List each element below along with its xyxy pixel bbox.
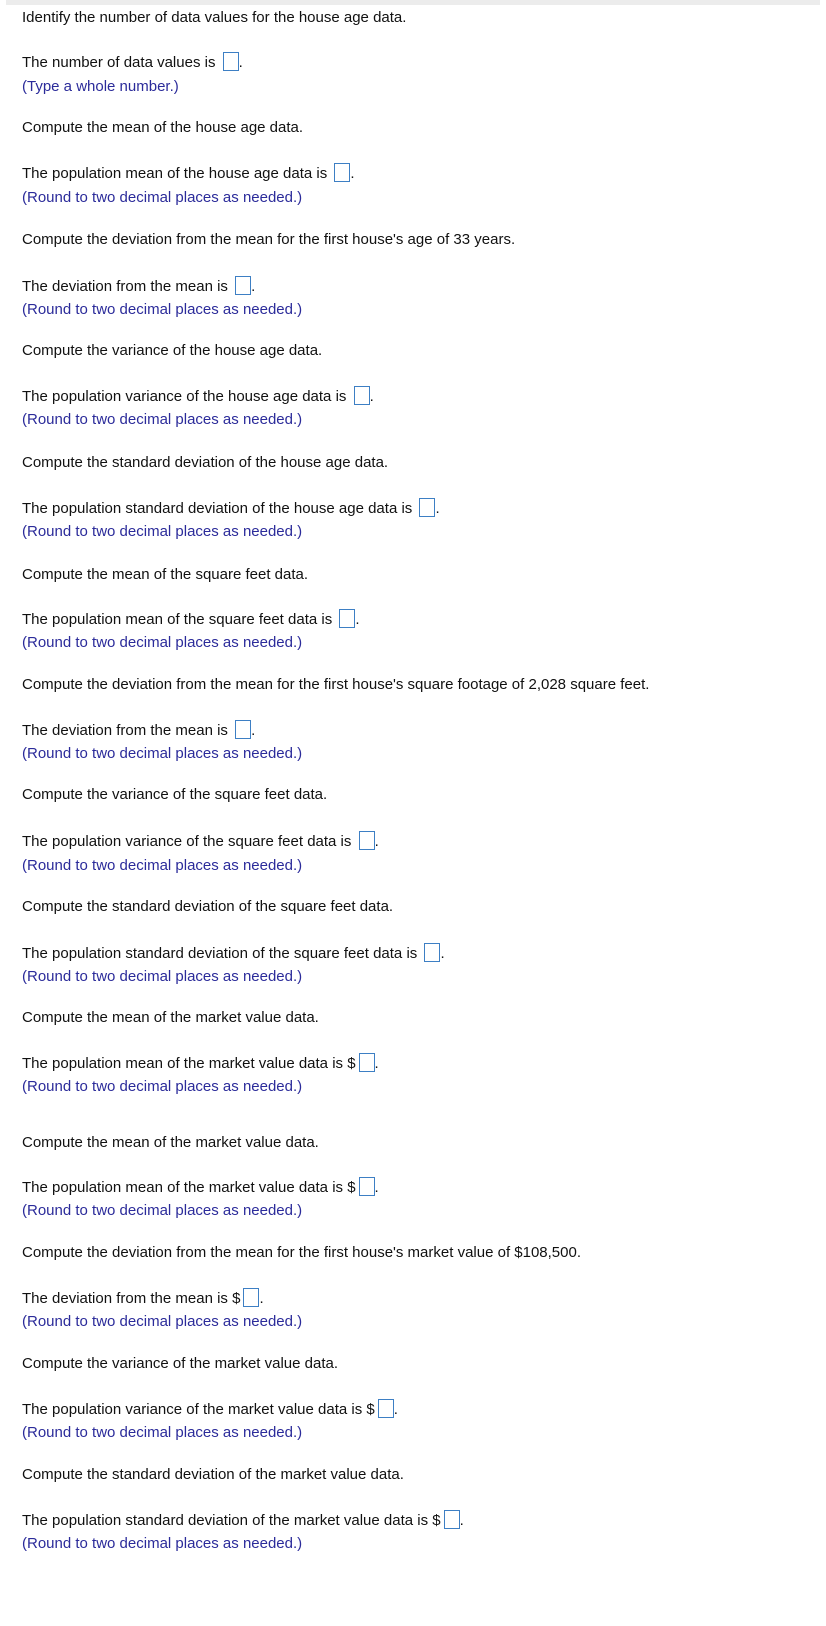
question-prompt: Compute the deviation from the mean for the first house's market value of $108,500. <box>22 1244 582 1261</box>
question-prompt: Compute the standard deviation of the square feet data. <box>22 898 394 915</box>
answer-row: The population variance of the house age data is . <box>22 388 374 405</box>
question-prompt: Compute the deviation from the mean for the first house's square footage of 2,028 square feet. <box>22 676 650 693</box>
answer-label: The population variance of the house age data is <box>22 388 347 405</box>
answer-input-box[interactable] <box>359 1177 375 1196</box>
answer-input-box[interactable] <box>444 1510 460 1529</box>
answer-input-box[interactable] <box>378 1399 394 1418</box>
answer-label: The population variance of the market value data is <box>22 1401 363 1418</box>
answer-input-box[interactable] <box>235 720 251 739</box>
answer-label: The population mean of the house age data is <box>22 165 328 182</box>
question-prompt: Identify the number of data values for the house age data. <box>22 9 407 26</box>
answer-input-box[interactable] <box>339 609 355 628</box>
answer-hint: (Round to two decimal places as needed.) <box>22 523 303 540</box>
answer-label: The population mean of the market value data is <box>22 1179 344 1196</box>
answer-hint: (Round to two decimal places as needed.) <box>22 634 303 651</box>
question-prompt: Compute the mean of the square feet data. <box>22 566 309 583</box>
currency-prefix: $ <box>232 1290 241 1307</box>
answer-label: The population standard deviation of the market value data is <box>22 1512 429 1529</box>
answer-row: The population mean of the house age data is . <box>22 165 355 182</box>
answer-input-box[interactable] <box>359 1053 375 1072</box>
answer-hint: (Round to two decimal places as needed.) <box>22 1078 303 1095</box>
answer-label: The deviation from the mean is <box>22 722 228 739</box>
answer-row: The population variance of the square feet data is . <box>22 833 379 850</box>
answer-input-box[interactable] <box>424 943 440 962</box>
answer-label: The population standard deviation of the house age data is <box>22 500 413 517</box>
question-prompt: Compute the variance of the square feet data. <box>22 786 328 803</box>
question-prompt: Compute the mean of the market value data. <box>22 1134 319 1151</box>
currency-prefix: $ <box>432 1512 441 1529</box>
answer-label: The deviation from the mean is <box>22 1290 228 1307</box>
question-prompt: Compute the standard deviation of the house age data. <box>22 454 389 471</box>
answer-row: The population variance of the market value data is $ . <box>22 1401 398 1418</box>
currency-prefix: $ <box>347 1179 356 1196</box>
answer-row: The population standard deviation of the square feet data is . <box>22 945 445 962</box>
answer-label: The population mean of the square feet data is <box>22 611 333 628</box>
answer-hint: (Round to two decimal places as needed.) <box>22 857 303 874</box>
answer-hint: (Round to two decimal places as needed.) <box>22 745 303 762</box>
answer-hint: (Round to two decimal places as needed.) <box>22 1424 303 1441</box>
answer-hint: (Type a whole number.) <box>22 78 179 95</box>
answer-label: The population mean of the market value data is <box>22 1055 344 1072</box>
currency-prefix: $ <box>366 1401 375 1418</box>
answer-label: The deviation from the mean is <box>22 278 228 295</box>
answer-label: The population variance of the square feet data is <box>22 833 352 850</box>
answer-input-box[interactable] <box>359 831 375 850</box>
answer-input-box[interactable] <box>334 163 350 182</box>
question-prompt: Compute the mean of the house age data. <box>22 119 304 136</box>
answer-input-box[interactable] <box>223 52 239 71</box>
question-prompt: Compute the mean of the market value data. <box>22 1009 319 1026</box>
answer-row: The deviation from the mean is . <box>22 278 256 295</box>
answer-input-box[interactable] <box>419 498 435 517</box>
answer-row: The number of data values is . <box>22 54 243 71</box>
answer-hint: (Round to two decimal places as needed.) <box>22 1313 303 1330</box>
answer-row: The population standard deviation of the market value data is $ . <box>22 1512 464 1529</box>
answer-row: The population standard deviation of the house age data is . <box>22 500 440 517</box>
answer-input-box[interactable] <box>235 276 251 295</box>
answer-hint: (Round to two decimal places as needed.) <box>22 301 303 318</box>
answer-input-box[interactable] <box>243 1288 259 1307</box>
currency-prefix: $ <box>347 1055 356 1072</box>
answer-row: The deviation from the mean is $ . <box>22 1290 264 1307</box>
answer-row: The population mean of the market value data is $ . <box>22 1055 379 1072</box>
question-prompt: Compute the standard deviation of the market value data. <box>22 1466 404 1483</box>
answer-hint: (Round to two decimal places as needed.) <box>22 1202 303 1219</box>
question-prompt: Compute the deviation from the mean for the first house's age of 33 years. <box>22 231 516 248</box>
answer-hint: (Round to two decimal places as needed.) <box>22 189 303 206</box>
answer-hint: (Round to two decimal places as needed.) <box>22 968 303 985</box>
answer-hint: (Round to two decimal places as needed.) <box>22 411 303 428</box>
answer-row: The population mean of the market value data is $ . <box>22 1179 379 1196</box>
question-prompt: Compute the variance of the market value data. <box>22 1355 339 1372</box>
answer-input-box[interactable] <box>354 386 370 405</box>
top-divider <box>6 0 820 5</box>
question-prompt: Compute the variance of the house age data. <box>22 342 323 359</box>
answer-row: The population mean of the square feet data is . <box>22 611 360 628</box>
answer-row: The deviation from the mean is . <box>22 722 256 739</box>
answer-label: The population standard deviation of the square feet data is <box>22 945 418 962</box>
answer-hint: (Round to two decimal places as needed.) <box>22 1535 303 1552</box>
answer-label: The number of data values is <box>22 54 216 71</box>
